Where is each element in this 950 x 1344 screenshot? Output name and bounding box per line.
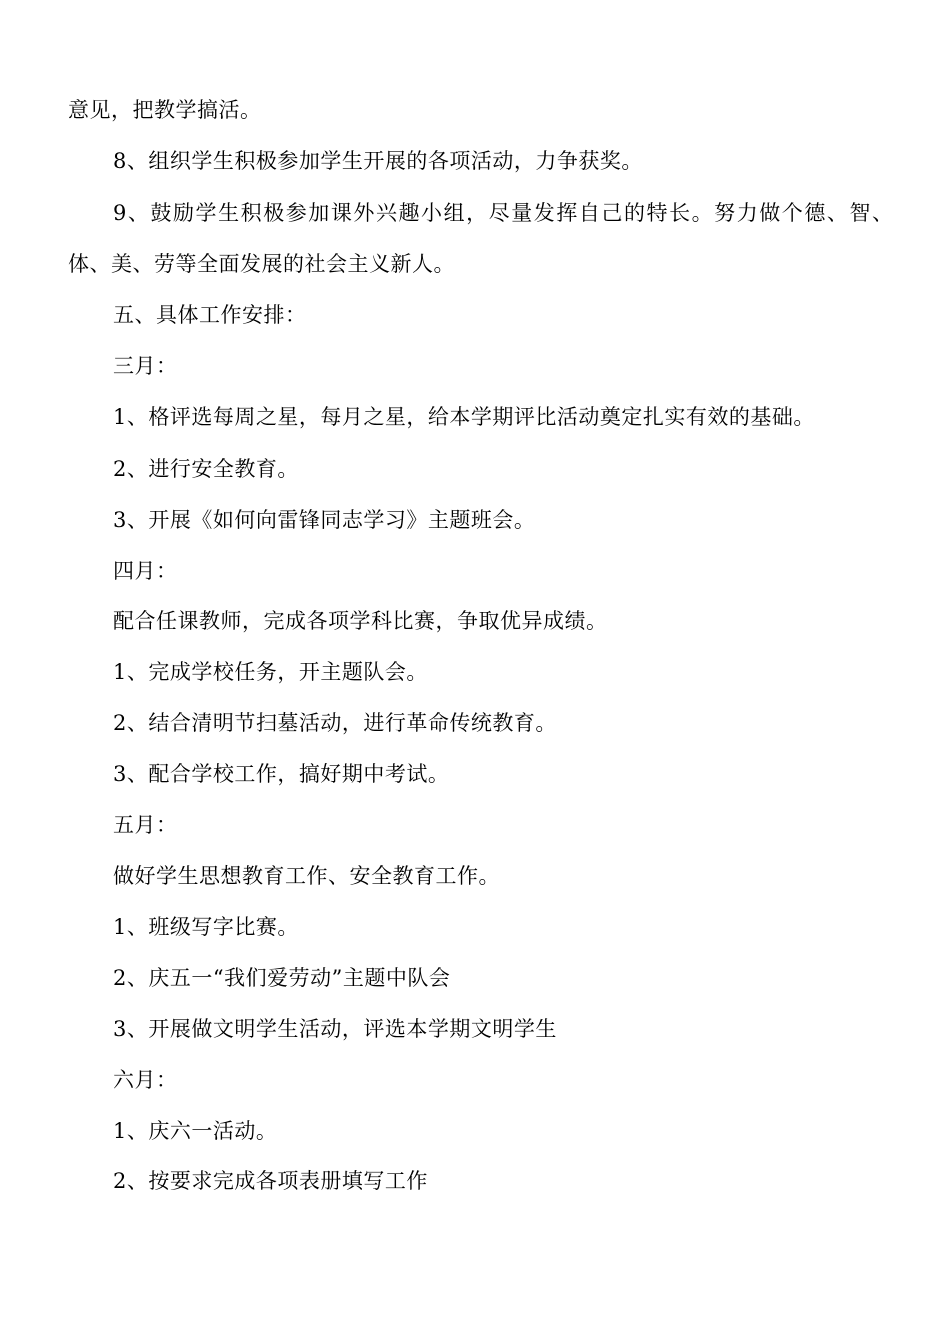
month-heading-may: 五月： bbox=[113, 813, 178, 837]
may-intro: 做好学生思想教育工作、安全教育工作。 bbox=[113, 864, 500, 888]
list-item-9: 9、鼓励学生积极参加课外兴趣小组，尽量发挥自己的特长。努力做个德、智、 bbox=[113, 201, 893, 225]
month-heading-april: 四月： bbox=[113, 559, 178, 583]
april-item-2: 2、结合清明节扫墓活动，进行革命传统教育。 bbox=[113, 711, 557, 735]
month-heading-june: 六月： bbox=[113, 1068, 178, 1092]
section-heading-work-schedule: 五、具体工作安排： bbox=[113, 303, 307, 327]
paragraph-line-continuation: 意见，把教学搞活。 bbox=[68, 98, 262, 122]
march-item-3: 3、开展《如何向雷锋同志学习》主题班会。 bbox=[113, 508, 536, 532]
list-item-9-continuation: 体、美、劳等全面发展的社会主义新人。 bbox=[68, 252, 455, 276]
june-item-2: 2、按要求完成各项表册填写工作 bbox=[113, 1169, 428, 1193]
may-item-3: 3、开展做文明学生活动，评选本学期文明学生 bbox=[113, 1017, 557, 1041]
june-item-1: 1、庆六一活动。 bbox=[113, 1119, 278, 1143]
may-item-1: 1、班级写字比赛。 bbox=[113, 915, 299, 939]
april-item-3: 3、配合学校工作，搞好期中考试。 bbox=[113, 762, 450, 786]
list-item-8: 8、组织学生积极参加学生开展的各项活动，力争获奖。 bbox=[113, 149, 643, 173]
april-intro: 配合任课教师，完成各项学科比赛，争取优异成绩。 bbox=[113, 609, 608, 633]
march-item-2: 2、进行安全教育。 bbox=[113, 457, 299, 481]
month-heading-march: 三月： bbox=[113, 354, 178, 378]
april-item-1: 1、完成学校任务，开主题队会。 bbox=[113, 660, 428, 684]
march-item-1: 1、格评选每周之星，每月之星，给本学期评比活动奠定扎实有效的基础。 bbox=[113, 405, 815, 429]
may-item-2: 2、庆五一“我们爱劳动”主题中队会 bbox=[113, 966, 451, 990]
